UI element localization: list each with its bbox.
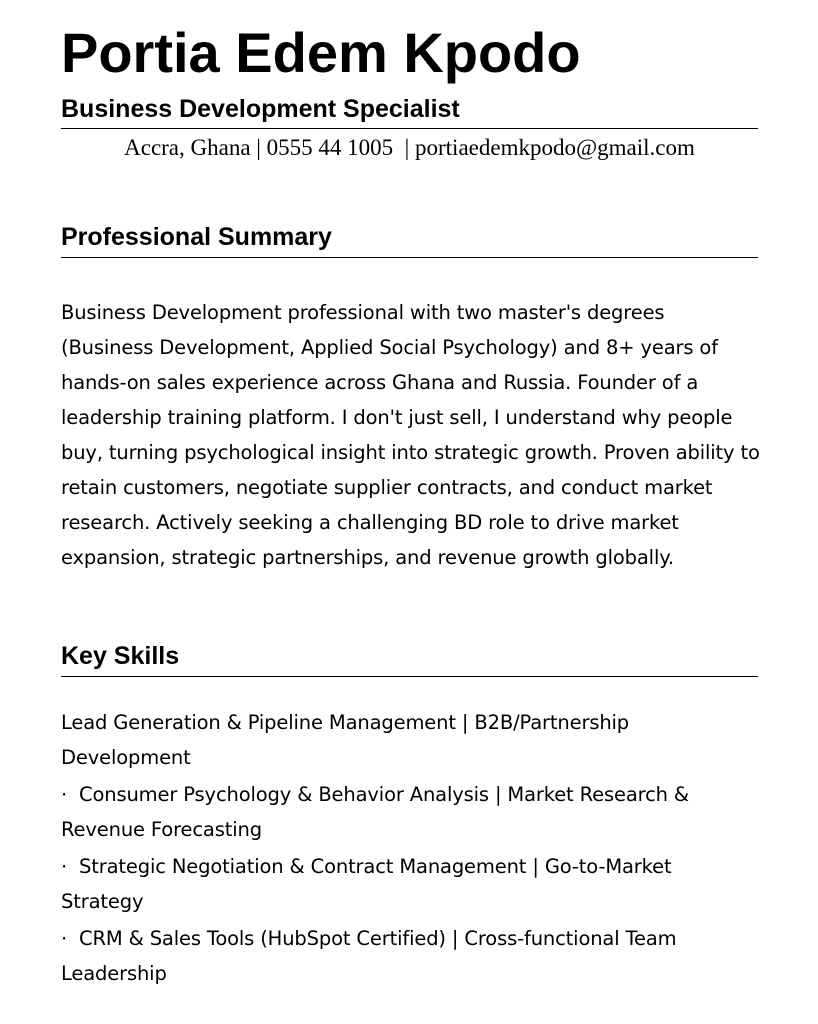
skill-item: [61, 705, 751, 775]
skill-text: Consumer Psychology & Behavior Analysis | Market Research & Revenue Forecasting: [61, 783, 689, 841]
summary-heading: Professional Summary: [61, 223, 332, 251]
summary-divider: [61, 257, 758, 258]
skill-item: [61, 849, 751, 919]
summary-paragraph: Business Development professional with two master's degrees (Business Development, Applied Social Psychology) and 8+ years of hands-on sales experience across Ghana and Russia. Founder of a leadership training platform. I don't just sell, I understand why people buy, turning psychological insight into strategic growth. Proven ability to retain customers, negotiate supplier contracts, and conduct market research. Actively seeking a challenging BD role to drive market expansion, strategic partnerships, and revenue growth globally.: [61, 301, 760, 569]
skills-list: [61, 705, 751, 993]
contact-line: Accra, Ghana | 0555 44 1005 | portiaedemkpodo@gmail.com: [124, 135, 695, 160]
header-divider: [61, 128, 758, 129]
job-title: Business Development Specialist: [61, 95, 460, 123]
skill-text: Lead Generation & Pipeline Management | B2B/Partnership Development: [61, 711, 630, 769]
skill-text: Strategic Negotiation & Contract Management | Go-to-Market Strategy: [61, 855, 672, 913]
bullet-icon: ·: [61, 855, 68, 878]
bullet-icon: ·: [61, 783, 68, 806]
candidate-name: Portia Edem Kpodo: [61, 21, 581, 84]
skill-text: CRM & Sales Tools (HubSpot Certified) | Cross-functional Team Leadership: [61, 927, 677, 985]
bullet-icon: ·: [61, 927, 68, 950]
skill-item: [61, 921, 751, 991]
skill-item: [61, 777, 751, 847]
skills-divider: [61, 676, 758, 677]
skills-heading: Key Skills: [61, 642, 180, 670]
